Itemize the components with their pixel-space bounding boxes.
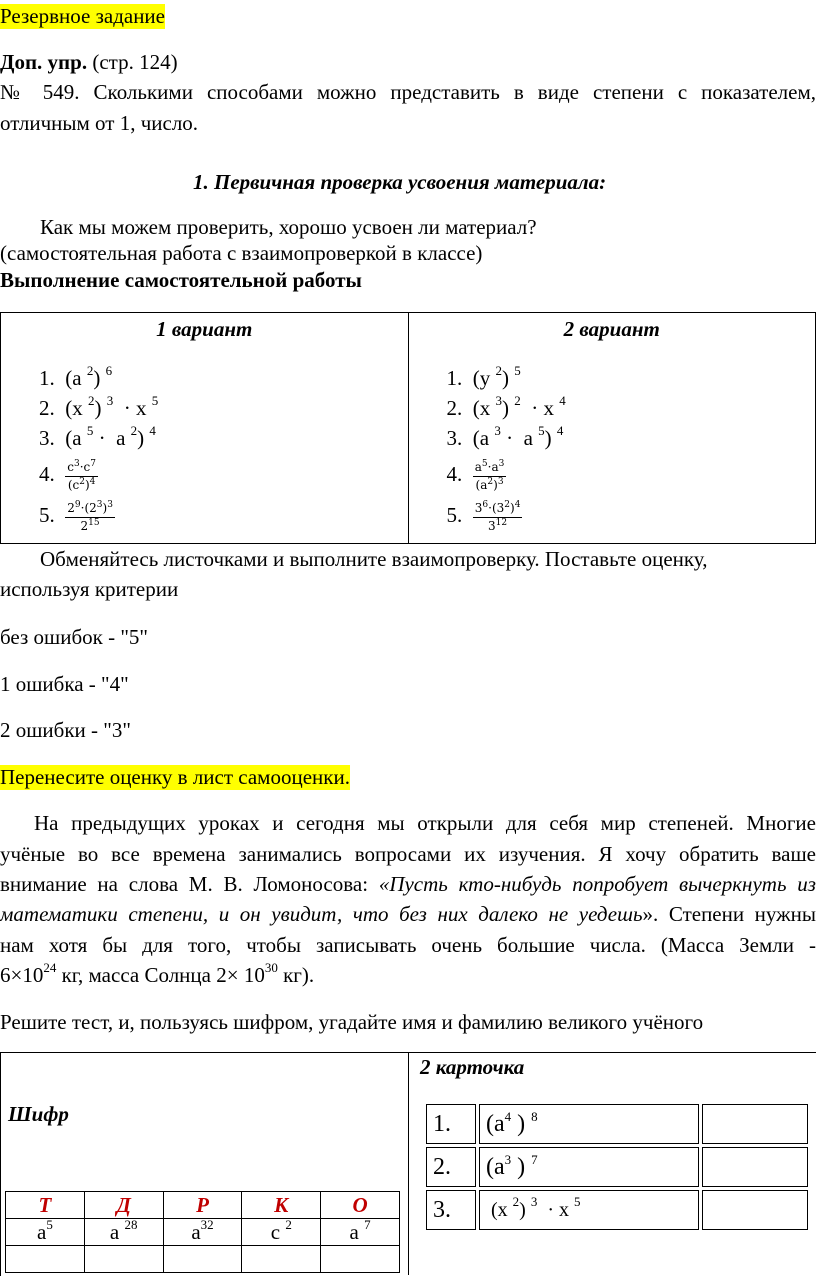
para-line2: учёные во все времена занимались вопросами их изучения. Я хочу обратить ваше	[0, 842, 816, 866]
cipher-value: a $^7$	[321, 1219, 400, 1246]
earth-mass-base: 6×10	[0, 963, 44, 987]
selfwork-heading: Выполнение самостоятельной работы	[0, 268, 362, 292]
v2-item-4: 4. $\frac{a^5\cdot a^3}{(a^2)^3}$	[446, 458, 505, 492]
cipher-letter: Д	[84, 1192, 163, 1219]
v1-item-2: 2. (x $^2$) $^3$ · x $^5$	[39, 393, 159, 420]
card-answer-1	[702, 1104, 808, 1144]
task-549-line2: отличным от 1, число.	[0, 111, 199, 135]
v2-item-3: 3. (a $^3$ · a $^5$) $^4$	[446, 423, 564, 450]
cipher-letter: О	[321, 1192, 400, 1219]
check-note: (самостоятельная работа с взаимопроверкой в классе)	[0, 241, 483, 265]
exchange-line1: Обменяйтесь листочками и выполните взаимопроверку. Поставьте оценку,	[40, 547, 708, 571]
extra-bold-label: Доп. упр.	[0, 50, 88, 74]
reserve-label: Резервное задание	[0, 4, 165, 28]
variant-2-list	[409, 363, 816, 535]
para-line3-a: внимание на слова М. В. Ломоносова:	[0, 872, 379, 896]
cipher-letter: К	[242, 1192, 321, 1219]
extra-page: (стр. 124)	[92, 50, 178, 74]
cipher-letter: Т	[6, 1192, 85, 1219]
para-line4	[0, 902, 816, 927]
card-num: 2.	[426, 1147, 476, 1187]
cipher-value: $a^{32}$	[163, 1219, 242, 1246]
sun-mass-exp: 30	[264, 960, 278, 975]
card-expr-1: ($a^4$ ) $^8$	[479, 1104, 699, 1144]
card-num: 3.	[426, 1190, 476, 1230]
cipher-table	[5, 1191, 400, 1273]
para-line1: На предыдущих уроках и сегодня мы открыли для себя мир степеней. Многие	[34, 811, 816, 835]
test-instruction: Решите тест, и, пользуясь шифром, угадайте имя и фамилию великого учёного	[0, 1010, 704, 1034]
v1-item-5: 5. $\frac{2^9\cdot(2^3)^3}{2^{15}}$	[39, 499, 113, 533]
card-expr-2: ($a^3$ ) $^7$	[479, 1147, 699, 1187]
cipher-letter: Р	[163, 1192, 242, 1219]
cipher-value: $a^5$	[6, 1219, 85, 1246]
variant-1-list	[1, 363, 408, 535]
variant-1-title: 1 вариант	[156, 317, 253, 341]
variants-table	[0, 312, 816, 544]
lomonosov-quote-start: «Пусть кто-нибудь попробует вычеркнуть из	[378, 872, 816, 896]
criterion-4: 1 ошибка - "4"	[0, 672, 129, 696]
card-table	[423, 1101, 811, 1233]
lomonosov-quote-end: математики степени, и он увидит, что без них далеко не уедешь	[0, 902, 643, 926]
cipher-blank	[84, 1246, 163, 1273]
section-heading: 1. Первичная проверка усвоения материала:	[193, 170, 607, 194]
extra-exercise-ref	[0, 50, 178, 75]
v2-item-1: 1. (y $^2$) $^5$	[446, 363, 521, 390]
card-title: 2 карточка	[420, 1055, 525, 1079]
variant-2-title: 2 вариант	[563, 317, 660, 341]
sun-mass-text: кг, масса Солнца 2× 10	[56, 963, 265, 987]
check-question: Как мы можем проверить, хорошо усвоен ли материал?	[40, 215, 537, 239]
bottom-table-divider	[408, 1052, 409, 1275]
para-line6	[0, 960, 315, 988]
earth-mass-exp: 24	[43, 960, 57, 975]
cipher-title: Шифр	[8, 1102, 69, 1126]
v2-item-5: 5. $\frac{3^6\cdot(3^2)^4}{3^{12}}$	[446, 499, 521, 533]
variant-2-cell	[408, 313, 816, 544]
cipher-blank	[242, 1246, 321, 1273]
v1-item-1: 1. (a $^2$) $^6$	[39, 363, 113, 390]
card-answer-2	[702, 1147, 808, 1187]
criterion-3: 2 ошибки - "3"	[0, 718, 131, 742]
transfer-note: Перенесите оценку в лист самооценки.	[0, 765, 350, 789]
cipher-blank	[6, 1246, 85, 1273]
para-line5: нам хотя бы для того, чтобы записывать очень большие числа. (Масса Земли -	[0, 933, 816, 957]
cipher-blank	[163, 1246, 242, 1273]
variant-1-cell	[1, 313, 409, 544]
cipher-blank	[321, 1246, 400, 1273]
v1-item-4: 4. $\frac{c^3\cdot c^7}{(c^2)^4}$	[39, 458, 96, 492]
criterion-5: без ошибок - "5"	[0, 625, 148, 649]
cipher-value: c $^2$	[242, 1219, 321, 1246]
card-expr-3: (x $^2$) $^3$ · x $^5$	[479, 1190, 699, 1230]
card-answer-3	[702, 1190, 808, 1230]
v1-item-3: 3. (a $^5$ · a $^2$) $^4$	[39, 423, 156, 450]
para-line6-end: кг).	[277, 963, 315, 987]
cipher-value: a $^{28}$	[84, 1219, 163, 1246]
v2-item-2: 2. (x $^3$) $^2$ · x $^4$	[446, 393, 566, 420]
exchange-line2: используя критерии	[0, 577, 179, 601]
card-num: 1.	[426, 1104, 476, 1144]
task-549-line1: № 549. Сколькими способами можно представить в виде степени с показателем,	[0, 80, 816, 104]
para-line4-b: ». Степени нужны	[642, 902, 816, 926]
para-line3	[0, 872, 816, 897]
